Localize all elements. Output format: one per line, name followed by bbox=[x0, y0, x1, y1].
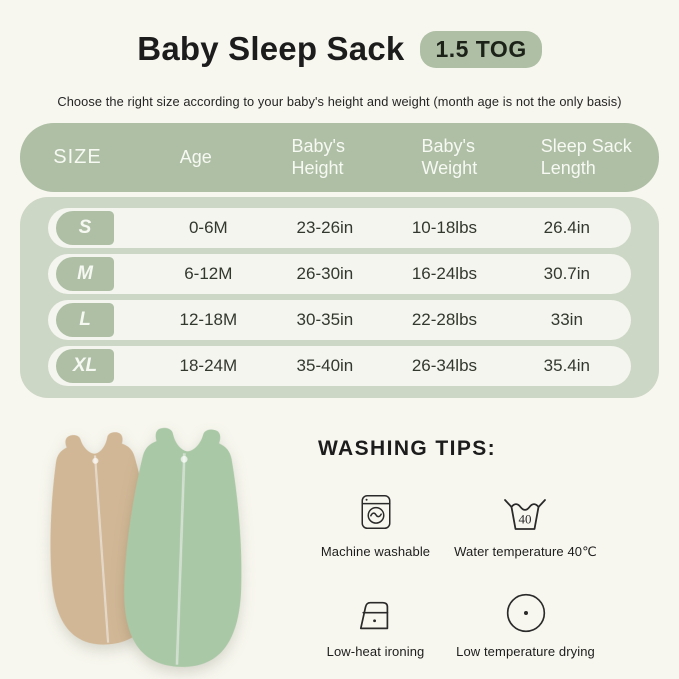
column-header-size: SIZE bbox=[53, 145, 102, 168]
table-row bbox=[48, 208, 631, 248]
weight-cell: 16-24lbs bbox=[411, 264, 478, 283]
age-cell: 18-24M bbox=[179, 356, 238, 375]
washing-tips-grid bbox=[318, 487, 663, 659]
tip-label: Low-heat ironing bbox=[326, 644, 425, 659]
height-cell: 30-35in bbox=[296, 310, 354, 329]
length-cell: 26.4in bbox=[543, 218, 590, 237]
size-badge: M bbox=[56, 257, 114, 291]
size-cell bbox=[48, 257, 153, 291]
length-cell: 35.4in bbox=[543, 356, 590, 375]
green-sleep-sack-image bbox=[100, 421, 269, 678]
height-cell: 23-26in bbox=[296, 218, 354, 237]
size-chart-body bbox=[20, 197, 659, 398]
table-row bbox=[48, 346, 631, 386]
age-cell: 6-12M bbox=[184, 264, 233, 283]
size-cell bbox=[48, 349, 153, 383]
tog-badge: 1.5 TOG bbox=[420, 31, 541, 68]
weight-cell: 10-18lbs bbox=[411, 218, 478, 237]
drying-circle-icon bbox=[504, 587, 548, 635]
table-row bbox=[48, 300, 631, 340]
weight-cell: 22-28lbs bbox=[411, 310, 478, 329]
washing-machine-icon bbox=[356, 487, 396, 535]
page-title: Baby Sleep Sack bbox=[137, 30, 405, 67]
size-cell bbox=[48, 211, 153, 245]
column-header-length: Sleep Sack Length bbox=[540, 136, 632, 178]
column-header-height: Baby's Height bbox=[291, 136, 345, 178]
height-cell: 26-30in bbox=[296, 264, 354, 283]
tip-low-temperature-drying bbox=[456, 587, 595, 659]
washing-tips-heading: WASHING TIPS: bbox=[318, 437, 497, 460]
size-cell bbox=[48, 303, 153, 337]
wash-basin-icon bbox=[500, 487, 550, 535]
size-badge: L bbox=[56, 303, 114, 337]
size-badge: XL bbox=[56, 349, 114, 383]
table-row bbox=[48, 254, 631, 294]
tip-label: Low temperature drying bbox=[456, 644, 595, 659]
size-badge: S bbox=[56, 211, 114, 245]
tip-water-temperature bbox=[454, 487, 597, 560]
tip-low-heat-ironing bbox=[327, 587, 425, 659]
length-cell: 30.7in bbox=[543, 264, 590, 283]
product-images bbox=[28, 410, 320, 679]
tip-machine-washable bbox=[321, 487, 430, 560]
column-header-weight: Baby's Weight bbox=[421, 136, 478, 178]
age-cell: 12-18M bbox=[179, 310, 238, 329]
tip-label: Water temperature 40℃ bbox=[454, 544, 597, 559]
washing-tips-section bbox=[318, 437, 663, 659]
subtitle: Choose the right size according to your baby's height and weight (month age is not the only basis) bbox=[57, 94, 622, 109]
column-header-age: Age bbox=[179, 146, 212, 167]
weight-cell: 26-34lbs bbox=[411, 356, 478, 375]
age-cell: 0-6M bbox=[188, 218, 228, 237]
tip-label: Machine washable bbox=[320, 544, 431, 559]
iron-icon bbox=[353, 587, 399, 635]
size-chart-header bbox=[20, 123, 659, 192]
length-cell: 33in bbox=[550, 310, 583, 329]
svg-text:40: 40 bbox=[518, 511, 532, 527]
header bbox=[0, 30, 679, 68]
height-cell: 35-40in bbox=[296, 356, 354, 375]
